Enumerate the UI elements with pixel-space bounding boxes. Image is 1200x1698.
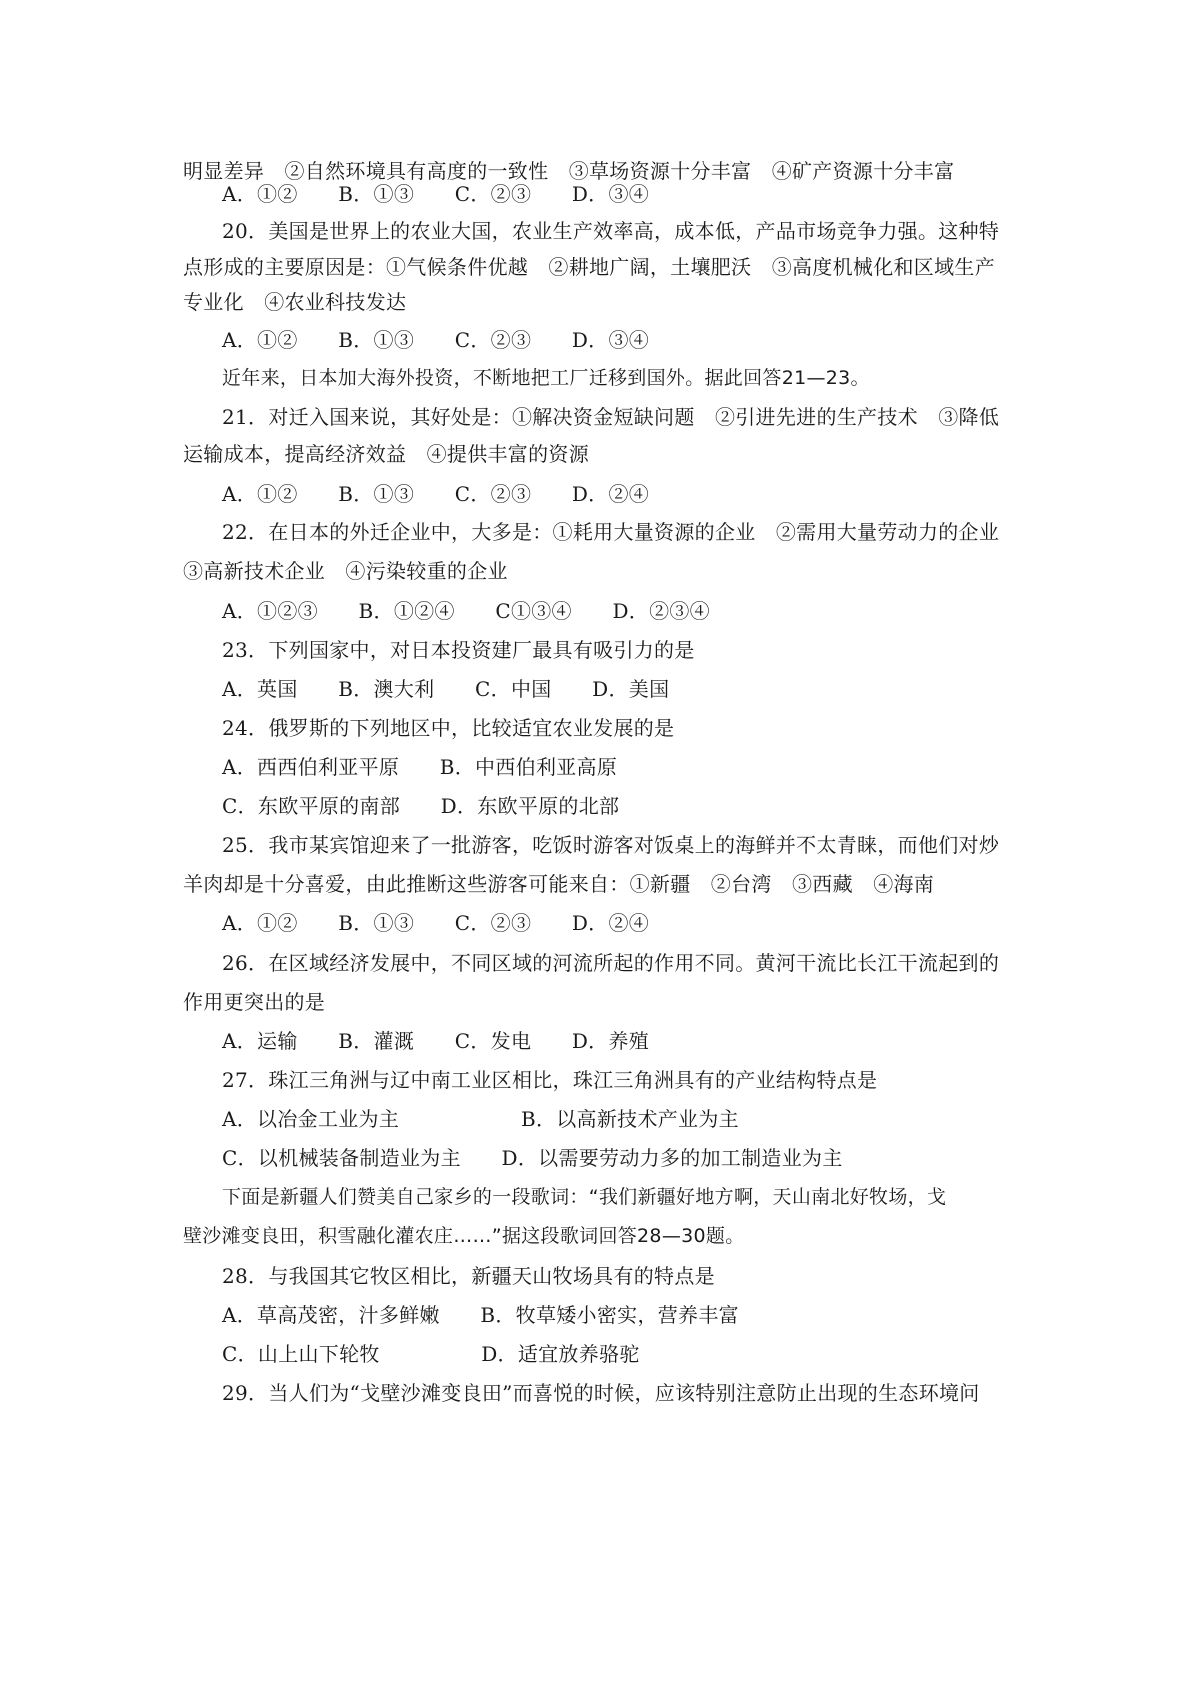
q20-stem: 20．美国是世界上的农业大国，农业生产效率高，成本低，产品市场竞争力强。这种特 xyxy=(222,219,1000,243)
q27-stem: 27．珠江三角洲与辽中南工业区相比，珠江三角洲具有的产业结构特点是 xyxy=(222,1068,878,1092)
q19-options-continuation: 明显差异 ②自然环境具有高度的一致性 ③草场资源十分丰富 ④矿产资源十分丰富 xyxy=(183,159,955,183)
q27-choices-cd: C．以机械装备制造业为主 D．以需要劳动力多的加工制造业为主 xyxy=(222,1146,843,1170)
q21-stem: 21．对迁入国来说，其好处是：①解决资金短缺问题 ②引进先进的生产技术 ③降低 xyxy=(222,405,1000,429)
q20-stem-line3: 专业化 ④农业科技发达 xyxy=(183,290,407,314)
q29-stem: 29．当人们为“戈壁沙滩变良田”而喜悦的时候，应该特别注意防止出现的生态环境问 xyxy=(222,1381,980,1405)
q22-stem: 22．在日本的外迁企业中，大多是：①耗用大量资源的企业 ②需用大量劳动力的企业 xyxy=(222,520,1000,544)
q26-stem: 26．在区域经济发展中，不同区域的河流所起的作用不同。黄河干流比长江干流起到的 xyxy=(222,951,1000,975)
q21-answer-choices: A．①② B．①③ C．②③ D．②④ xyxy=(222,482,650,506)
q25-stem-line2: 羊肉却是十分喜爱，由此推断这些游客可能来自：①新疆 ②台湾 ③西藏 ④海南 xyxy=(183,872,935,896)
q23-stem: 23．下列国家中，对日本投资建厂最具有吸引力的是 xyxy=(222,638,695,662)
q24-choices-ab: A．西西伯利亚平原 B．中西伯利亚高原 xyxy=(222,755,618,779)
q20-stem-line2: 点形成的主要原因是：①气候条件优越 ②耕地广阔，土壤肥沃 ③高度机械化和区域生产 xyxy=(183,255,995,279)
q22-answer-choices: A．①②③ B．①②④ C①③④ D．②③④ xyxy=(222,599,710,623)
q28-choices-ab: A．草高茂密，汁多鲜嫩 B．牧草矮小密实，营养丰富 xyxy=(222,1303,739,1327)
q25-answer-choices: A．①② B．①③ C．②③ D．②④ xyxy=(222,911,650,935)
q23-answer-choices: A．英国 B．澳大利 C．中国 D．美国 xyxy=(222,677,670,701)
q27-choices-ab: A．以冶金工业为主 B．以高新技术产业为主 xyxy=(222,1107,739,1131)
q25-stem: 25．我市某宾馆迎来了一批游客，吃饭时游客对饭桌上的海鲜并不太青睐，而他们对炒 xyxy=(222,833,1000,857)
q20-answer-choices: A．①② B．①③ C．②③ D．③④ xyxy=(222,328,650,352)
q19-answer-choices: A．①② B．①③ C．②③ D．③④ xyxy=(222,182,650,206)
q28-30-intro-line2: 壁沙滩变良田，积雪融化灌农庄……”据这段歌词回答28—30题。 xyxy=(183,1225,745,1247)
q24-choices-cd: C．东欧平原的南部 D．东欧平原的北部 xyxy=(222,794,620,818)
q21-stem-line2: 运输成本，提高经济效益 ④提供丰富的资源 xyxy=(183,442,589,466)
q26-answer-choices: A．运输 B．灌溉 C．发电 D．养殖 xyxy=(222,1029,650,1053)
q26-stem-line2: 作用更突出的是 xyxy=(183,990,326,1014)
q24-stem: 24．俄罗斯的下列地区中，比较适宜农业发展的是 xyxy=(222,716,675,740)
q22-stem-line2: ③高新技术企业 ④污染较重的企业 xyxy=(183,559,508,583)
q28-choices-cd: C．山上山下轮牧 D．适宜放养骆驼 xyxy=(222,1342,640,1366)
q28-stem: 28．与我国其它牧区相比，新疆天山牧场具有的特点是 xyxy=(222,1264,715,1288)
q21-23-intro: 近年来，日本加大海外投资，不断地把工厂迁移到国外。据此回答21—23。 xyxy=(222,367,870,389)
q28-30-intro: 下面是新疆人们赞美自己家乡的一段歌词：“我们新疆好地方啊，天山南北好牧场，戈 xyxy=(222,1186,947,1208)
